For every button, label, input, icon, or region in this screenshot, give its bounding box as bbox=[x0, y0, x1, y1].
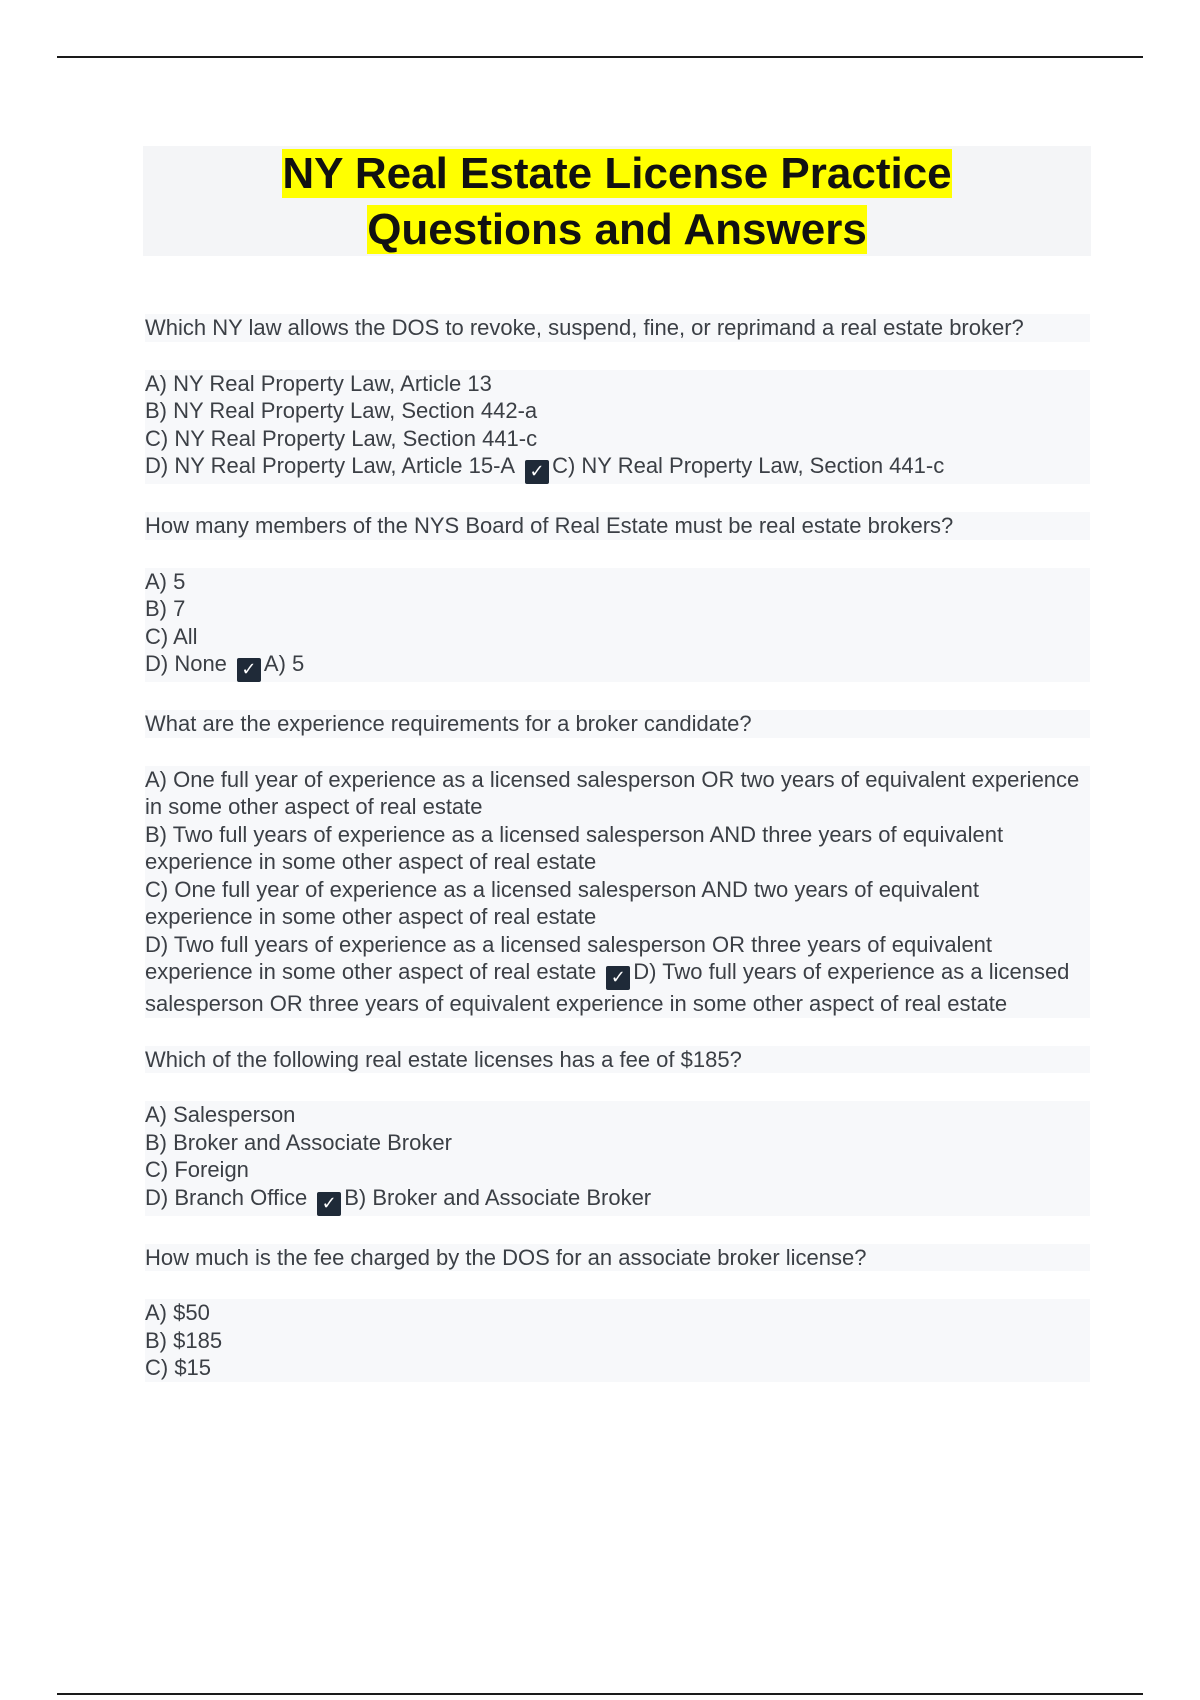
answer-text: D) Two full years of experience as a licensed salesperson OR three years of equivalent experience in some other aspect of real estate bbox=[145, 959, 1070, 1016]
option-d: D) NY Real Property Law, Article 15-A bbox=[145, 453, 516, 478]
question-block-5 bbox=[145, 1244, 1090, 1382]
option-b: B) Two full years of experience as a licensed salesperson AND three years of equivalent experience in some other aspect of real estate bbox=[145, 821, 1090, 876]
option-c: C) NY Real Property Law, Section 441-c bbox=[145, 425, 1090, 453]
option-b: B) 7 bbox=[145, 595, 1090, 623]
question-block-1 bbox=[145, 314, 1090, 484]
answer-text: A) 5 bbox=[263, 651, 305, 676]
question-text: What are the experience requirements for a broker candidate? bbox=[145, 710, 1090, 738]
option-a: A) $50 bbox=[145, 1299, 1090, 1327]
option-list bbox=[145, 370, 1090, 485]
option-c: C) One full year of experience as a licensed salesperson AND two years of equivalent experience in some other aspect of real estate bbox=[145, 876, 1090, 931]
option-list bbox=[145, 1299, 1090, 1382]
check-icon: ✓ bbox=[606, 966, 630, 990]
option-a: A) Salesperson bbox=[145, 1101, 1090, 1129]
question-text: Which NY law allows the DOS to revoke, suspend, fine, or reprimand a real estate broker? bbox=[145, 314, 1090, 342]
option-d-with-answer bbox=[145, 452, 1090, 484]
question-block-3 bbox=[145, 710, 1090, 1018]
option-d-with-answer bbox=[145, 931, 1090, 1018]
option-c: C) Foreign bbox=[145, 1156, 1090, 1184]
top-rule bbox=[57, 56, 1143, 58]
option-a: A) NY Real Property Law, Article 13 bbox=[145, 370, 1090, 398]
page-title-line-1: NY Real Estate License Practice bbox=[282, 149, 952, 198]
question-block-4 bbox=[145, 1046, 1090, 1216]
option-d: D) Branch Office bbox=[145, 1184, 308, 1210]
answer-text: C) NY Real Property Law, Section 441-c bbox=[552, 453, 945, 478]
option-a: A) 5 bbox=[145, 568, 1090, 596]
option-c: C) $15 bbox=[145, 1354, 1090, 1382]
check-icon: ✓ bbox=[525, 460, 549, 484]
page-title-line-2: Questions and Answers bbox=[367, 205, 867, 254]
bottom-rule bbox=[57, 1693, 1143, 1695]
option-a: A) One full year of experience as a licensed salesperson OR two years of equivalent experience in some other aspect of real estate bbox=[145, 766, 1090, 821]
option-d: D) Two full years of experience as a licensed salesperson OR three years of equivalent experience in some other aspect of real estate bbox=[145, 931, 993, 984]
check-icon: ✓ bbox=[317, 1192, 341, 1216]
check-icon: ✓ bbox=[237, 658, 261, 682]
question-text: How many members of the NYS Board of Real Estate must be real estate brokers? bbox=[145, 512, 1090, 540]
option-d: D) None bbox=[145, 651, 227, 676]
title-block bbox=[143, 146, 1091, 256]
question-text: Which of the following real estate licenses has a fee of $185? bbox=[145, 1046, 1090, 1074]
option-c: C) All bbox=[145, 623, 1090, 651]
question-text: How much is the fee charged by the DOS for an associate broker license? bbox=[145, 1244, 1090, 1272]
qa-content bbox=[145, 314, 1090, 1410]
question-block-2 bbox=[145, 512, 1090, 682]
option-list bbox=[145, 1101, 1090, 1216]
option-list bbox=[145, 766, 1090, 1018]
option-b: B) $185 bbox=[145, 1327, 1090, 1355]
option-list bbox=[145, 568, 1090, 683]
answer-text: B) Broker and Associate Broker bbox=[344, 1184, 652, 1210]
option-b: B) Broker and Associate Broker bbox=[145, 1129, 1090, 1157]
option-d-with-answer bbox=[145, 650, 1090, 682]
option-b: B) NY Real Property Law, Section 442-a bbox=[145, 397, 1090, 425]
option-d-with-answer bbox=[145, 1184, 1090, 1216]
